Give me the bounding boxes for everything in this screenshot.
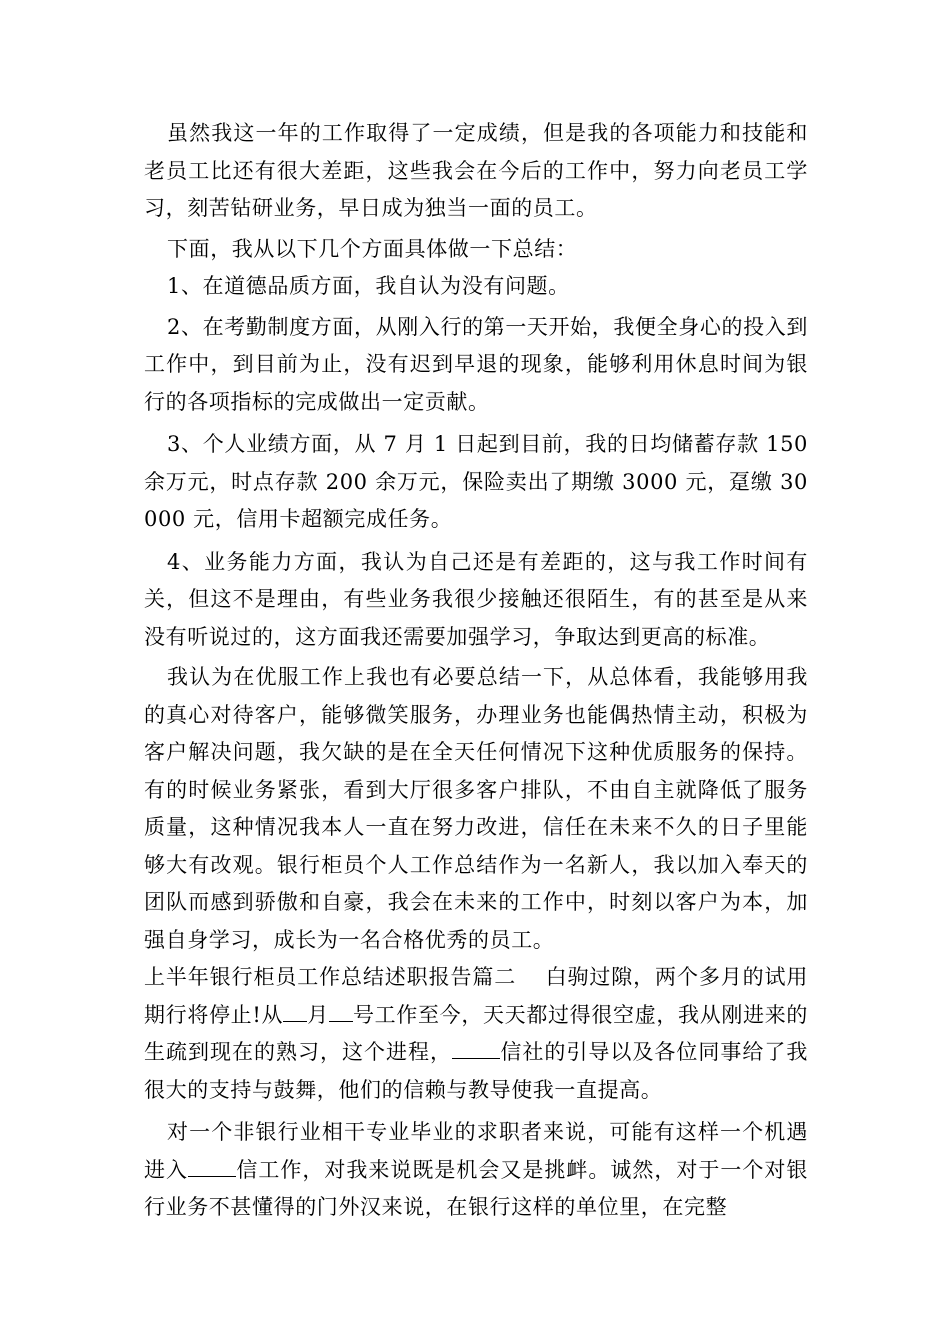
paragraph-item-3: 3、个人业绩方面，从 7 月 1 日起到目前，我的日均储蓄存款 150 余万元，时点存款 200 余万元，保险卖出了期缴 3000 元，趸缴 30000 元，信用卡超额完成任务。 — [144, 432, 808, 531]
paragraph-item-2: 2、在考勤制度方面，从刚入行的第一天开始，我便全身心的投入到工作中，到目前为止，没有迟到早退的现象，能够利用休息时间为银行的各项指标的完成做出一定贡献。 — [144, 314, 808, 414]
paragraph-item-4: 4、业务能力方面，我认为自己还是有差距的，这与我工作时间有关，但这不是理由，有些业务我很少接触还很陌生，有的甚至是从来没有听说过的，这方面我还需要加强学习，争取达到更高的标准。 — [144, 549, 808, 649]
paragraph-text: 号工作至今，天天都过得很空虚，我从刚进来的生疏到现在的熟习，这个进程， — [144, 1002, 808, 1064]
paragraph-text: 月 — [307, 1002, 329, 1027]
paragraph-service-summary: 我认为在优服工作上我也有必要总结一下，从总体看，我能够用我的真心对待客户，能够微笑服务，办理业务也能偶热情主动，积极为客户解决问题，我欠缺的是在全天任何情况下这种优质服务的保持。有的时候业务紧张，看到大厅很多客户排队，不由自主就降低了服务质量，这种情况我本人一直在努力改进，信任在未来不久的日子里能够大有改观。银行柜员个人工作总结作为一名新人，我以加入奉天的团队而感到骄傲和自豪，我会在未来的工作中，时刻以客户为本，加强自身学习，成长为一名合格优秀的员工。 — [144, 665, 808, 952]
blank-line — [329, 1000, 353, 1022]
paragraph-item-1: 1、在道德品质方面，我自认为没有问题。 — [167, 274, 570, 298]
blank-line — [283, 1000, 307, 1022]
paragraph-job-seeker — [144, 1114, 808, 1227]
paragraph-text: 信社的引导以及各位同事给了我很大的支持与鼓舞，他们的信赖与教导使我一直提高。 — [144, 1040, 808, 1102]
paragraph-summary-intro: 虽然我这一年的工作取得了一定成绩，但是我的各项能力和技能和老员工比还有很大差距，这些我会在今后的工作中，努力向老员工学习，刻苦钻研业务，早日成为独当一面的员工。 — [144, 121, 808, 220]
paragraph-text: 对一个非银行业相干专业毕业的求职者来说，可能有这样一个机遇进入 — [144, 1120, 808, 1182]
paragraph-text: 上半年银行柜员工作总结述职报告篇二 白驹过隙，两个多月的试用期行将停止!从 — [144, 965, 808, 1027]
paragraph-summary-lead: 下面，我从以下几个方面具体做一下总结： — [167, 236, 578, 261]
blank-line — [188, 1155, 236, 1177]
paragraph-text: 信工作，对我来说既是机会又是挑衅。诚然，对于一个对银行业务不甚懂得的门外汉来说，在银行这样的单位里，在完整 — [144, 1157, 808, 1219]
paragraph-report-part-two — [144, 959, 808, 1109]
blank-line — [452, 1037, 500, 1059]
document-body — [144, 115, 808, 1227]
